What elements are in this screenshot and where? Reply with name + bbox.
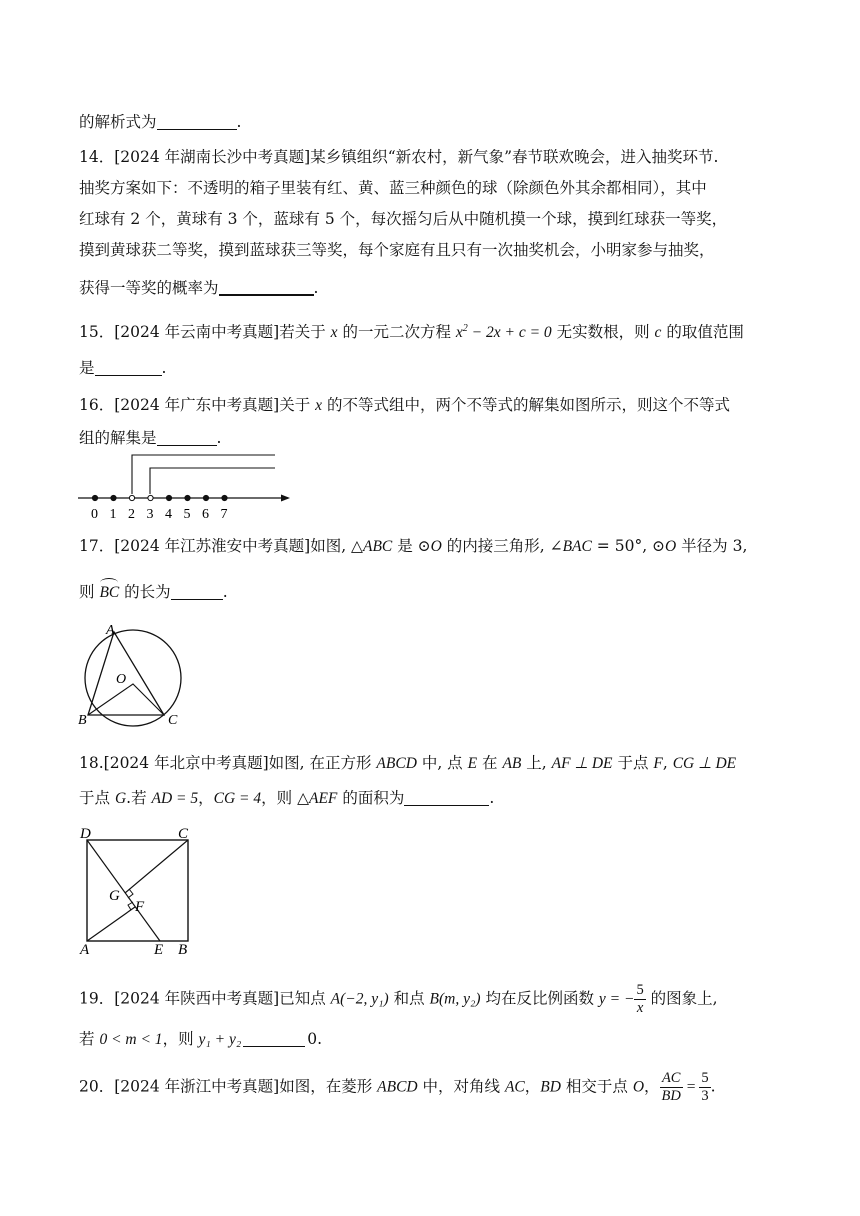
q13-answer-blank[interactable] — [157, 113, 237, 130]
segment-af — [87, 907, 135, 941]
q15-number: 15． — [79, 323, 115, 342]
label-b: B — [78, 713, 87, 728]
label-c: C — [178, 826, 189, 842]
q17-source: [2024 年江苏淮安中考真题] — [114, 537, 311, 555]
open-point-3 — [148, 495, 153, 500]
q16-line2: 组的解集是 . — [79, 429, 222, 447]
q16-source: [2024 年广东中考真题] — [114, 396, 280, 414]
q15-line1: 15．[2024 年云南中考真题]若关于 x 的一元二次方程 $x^2 - 2x + c = 0$ 无实数根，则 c 的取值范围 — [79, 323, 744, 342]
q19-answer-blank[interactable] — [243, 1030, 305, 1047]
q20-value: $\frac{5}{3}$ — [701, 1070, 709, 1104]
tick-label-6: 6 — [202, 507, 209, 522]
tick-point-1 — [111, 495, 116, 500]
segment-cg — [125, 840, 188, 893]
tick-label-0: 0 — [91, 507, 98, 522]
label-b: B — [178, 942, 188, 957]
q14-number: 14． — [79, 148, 115, 166]
arrow-icon — [281, 495, 290, 502]
segment-de — [87, 840, 160, 941]
tick-point-5 — [185, 495, 190, 500]
q17-answer-blank[interactable] — [171, 583, 223, 600]
label-o: O — [116, 672, 127, 687]
q15-answer-blank[interactable] — [95, 359, 162, 376]
q19-line2: 若 0 < m < 1，则 y₁ + y₂ 0. — [79, 1030, 323, 1048]
tick-label-1: 1 — [109, 507, 117, 522]
q18-line1: 18.[2024 年北京中考真题]如图, 在正方形 ABCD 中, 点 E 在 AB 上, AF ⊥ DE 于点 F, CG ⊥ DE — [79, 754, 737, 772]
arc-bc: BC — [99, 582, 119, 604]
tick-label-3: 3 — [146, 507, 154, 522]
q18-line2: 于点 G.若 AD = 5，CG = 4，则 △AEF 的面积为 . — [79, 789, 495, 807]
q18-answer-blank[interactable] — [404, 789, 489, 806]
q17-number: 17． — [79, 537, 115, 555]
tick-label-5: 5 — [183, 507, 191, 522]
tick-label-2: 2 — [128, 507, 135, 522]
label-e: E — [154, 942, 164, 957]
tick-point-7 — [222, 495, 227, 500]
label-f: F — [135, 899, 145, 915]
label-g: G — [109, 888, 120, 904]
label-c: C — [168, 713, 178, 728]
open-point-2 — [129, 495, 134, 500]
solution-ray-1 — [132, 455, 275, 494]
number-line-figure — [70, 448, 300, 523]
circle-triangle-figure — [75, 620, 190, 730]
q19-line1: 19．[2024 年陕西中考真题]已知点 A(−2, y₁) 和点 B(m, y₂) 均在反比例函数 y = − $\frac{5}{x}$ 的图象上, — [79, 982, 718, 1016]
solution-ray-2 — [150, 468, 275, 494]
q13-tail: 的解析式为 . — [79, 113, 242, 131]
q14-line2: 抽奖方案如下：不透明的箱子里装有红、黄、蓝三种颜色的球（除颜色外其余都相同），其中 — [79, 179, 707, 197]
q20-line1: 20．[2024 年浙江中考真题]如图，在菱形 ABCD 中，对角线 AC，BD 相交于点 O， $\frac{AC}{BD}$ = $\frac{5}{3}$ . — [79, 1070, 716, 1104]
q20-ratio: $\frac{AC}{BD}$ — [661, 1070, 681, 1104]
tick-label-7: 7 — [220, 507, 228, 522]
tick-point-0 — [92, 495, 97, 500]
q15-equation: $x^2 - 2x + c = 0$ — [455, 323, 552, 342]
q14-source: [2024 年湖南长沙中考真题] — [114, 148, 311, 166]
q14-line5: 获得一等奖的概率为 . — [79, 279, 319, 297]
q13-tail-text: 的解析式为 — [79, 113, 157, 131]
label-a: A — [106, 623, 115, 638]
square-figure — [78, 822, 203, 957]
label-a: A — [80, 942, 90, 957]
q19-fraction: $\frac{5}{x}$ — [636, 982, 644, 1016]
q18-number: 18. — [79, 754, 104, 772]
tick-label-4: 4 — [165, 507, 172, 522]
q19-number: 19． — [79, 989, 115, 1008]
q17-line2: 则 BC 的长为 . — [79, 581, 228, 604]
tick-point-6 — [203, 495, 208, 500]
radii-ob-oc — [88, 684, 164, 715]
q14-line3: 红球有 2 个，黄球有 3 个，蓝球有 5 个，每次摇匀后从中随机摸一个球，摸到红球获一等奖， — [79, 210, 728, 228]
q20-number: 20． — [79, 1077, 115, 1096]
q16-number: 16． — [79, 396, 115, 414]
q17-line1: 17．[2024 年江苏淮安中考真题]如图, △ABC 是 ⊙O 的内接三角形, ∠BAC = 50°, ⊙O 半径为 3, — [79, 537, 748, 555]
tick-point-4 — [166, 495, 171, 500]
q20-source: [2024 年浙江中考真题] — [114, 1077, 280, 1096]
q18-source: [2024 年北京中考真题] — [103, 754, 269, 772]
q19-source: [2024 年陕西中考真题] — [114, 989, 280, 1008]
label-d: D — [80, 826, 91, 842]
q14-line4: 摸到黄球获二等奖，摸到蓝球获三等奖，每个家庭有且只有一次抽奖机会，小明家参与抽奖， — [79, 241, 715, 259]
q14-line1: 14．[2024 年湖南长沙中考真题]某乡镇组织“新农村，新气象”春节联欢晚会，进入抽奖环节. — [79, 148, 719, 166]
square-abcd — [87, 840, 188, 941]
q15-source: [2024 年云南中考真题] — [114, 323, 280, 342]
q14-answer-blank[interactable] — [219, 278, 314, 296]
q16-answer-blank[interactable] — [157, 429, 217, 446]
q15-line2: 是 . — [79, 359, 167, 377]
q16-line1: 16．[2024 年广东中考真题]关于 x 的不等式组中，两个不等式的解集如图所示，则这个不等式 — [79, 396, 730, 414]
